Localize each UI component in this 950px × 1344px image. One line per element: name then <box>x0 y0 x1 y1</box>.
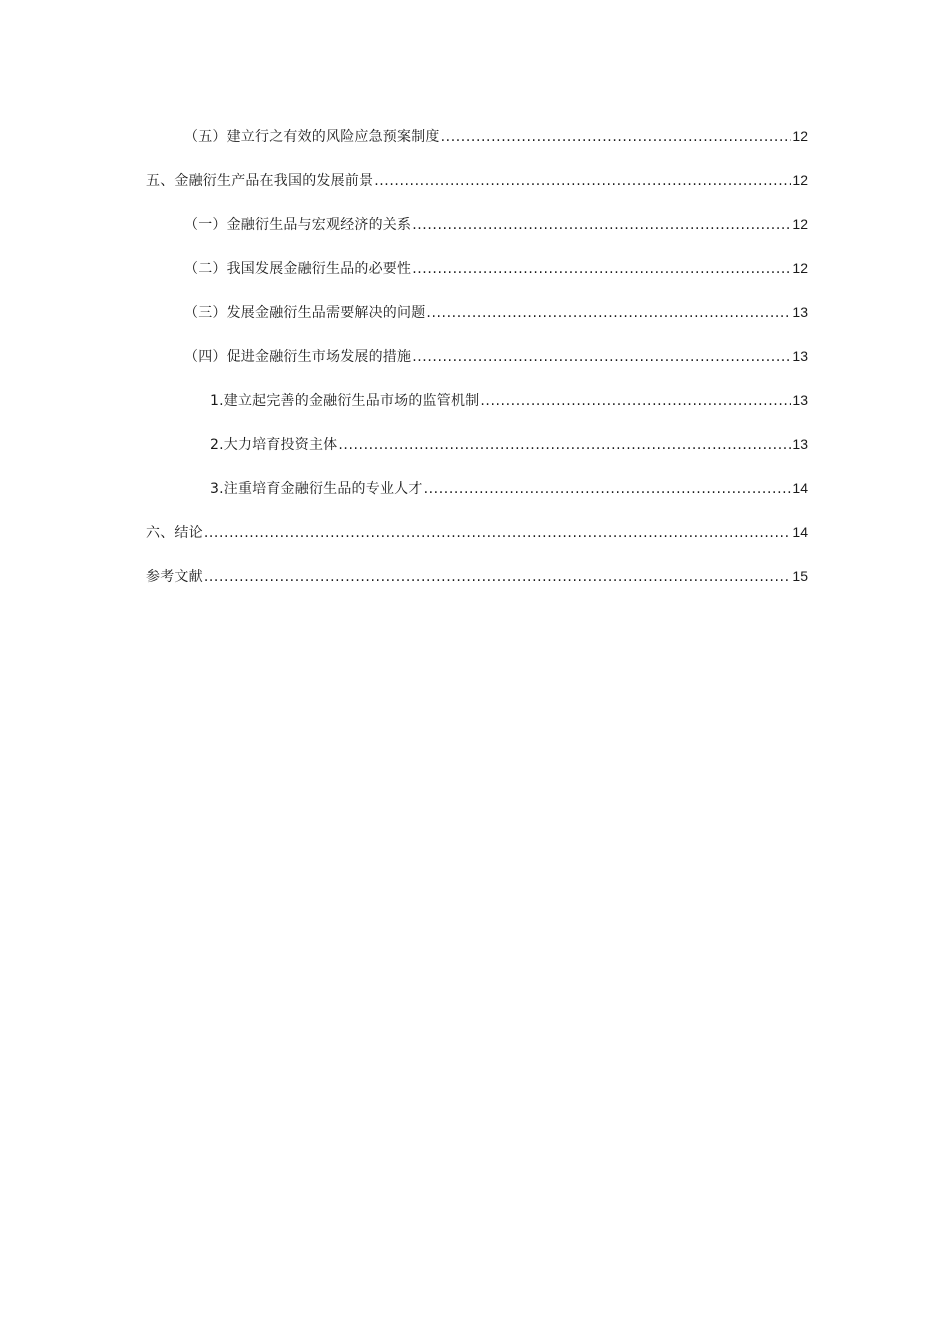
toc-entry[interactable] <box>146 434 808 478</box>
table-of-contents <box>146 126 808 610</box>
toc-entry-title: 六、结论 <box>146 525 203 541</box>
toc-entry[interactable] <box>146 522 808 566</box>
toc-entry-title: （二）我国发展金融衍生品的必要性 <box>184 261 412 277</box>
toc-dot-leader <box>412 347 791 367</box>
toc-entry-title: 3.注重培育金融衍生品的专业人才 <box>210 481 423 497</box>
toc-entry-page: 13 <box>792 304 808 320</box>
toc-entry-title: （五）建立行之有效的风险应急预案制度 <box>184 129 440 145</box>
toc-entry-title: （一）金融衍生品与宏观经济的关系 <box>184 217 412 233</box>
toc-entry[interactable] <box>146 170 808 214</box>
toc-entry-title: 2.大力培育投资主体 <box>210 437 338 453</box>
toc-entry-title: （三）发展金融衍生品需要解决的问题 <box>184 305 426 321</box>
toc-entry[interactable] <box>146 390 808 434</box>
toc-dot-leader <box>204 567 792 587</box>
toc-entry[interactable] <box>146 302 808 346</box>
toc-entry-page: 12 <box>792 128 808 144</box>
toc-entry-title: （四）促进金融衍生市场发展的措施 <box>184 349 412 365</box>
toc-dot-leader <box>412 215 791 235</box>
toc-dot-leader <box>338 435 791 455</box>
toc-entry-page: 14 <box>792 480 808 496</box>
toc-entry-page: 13 <box>792 392 808 408</box>
toc-entry-title: 1.建立起完善的金融衍生品市场的监管机制 <box>210 393 480 409</box>
toc-dot-leader <box>204 523 792 543</box>
toc-dot-leader <box>424 479 792 499</box>
toc-entry-page: 13 <box>792 348 808 364</box>
toc-entry-page: 12 <box>792 216 808 232</box>
toc-dot-leader <box>441 127 792 147</box>
toc-entry-page: 15 <box>792 568 808 584</box>
toc-entry-title: 参考文献 <box>146 569 203 585</box>
toc-dot-leader <box>412 259 791 279</box>
toc-entry[interactable] <box>146 258 808 302</box>
toc-entry-title: 五、金融衍生产品在我国的发展前景 <box>146 173 374 189</box>
toc-dot-leader <box>426 303 791 323</box>
toc-entry[interactable] <box>146 214 808 258</box>
toc-entry-page: 12 <box>792 260 808 276</box>
toc-dot-leader <box>374 171 791 191</box>
toc-entry[interactable] <box>146 346 808 390</box>
toc-entry-page: 14 <box>792 524 808 540</box>
toc-entry-page: 13 <box>792 436 808 452</box>
toc-entry[interactable] <box>146 566 808 610</box>
toc-entry-page: 12 <box>792 172 808 188</box>
toc-entry[interactable] <box>146 478 808 522</box>
toc-dot-leader <box>480 391 791 411</box>
toc-entry[interactable] <box>146 126 808 170</box>
